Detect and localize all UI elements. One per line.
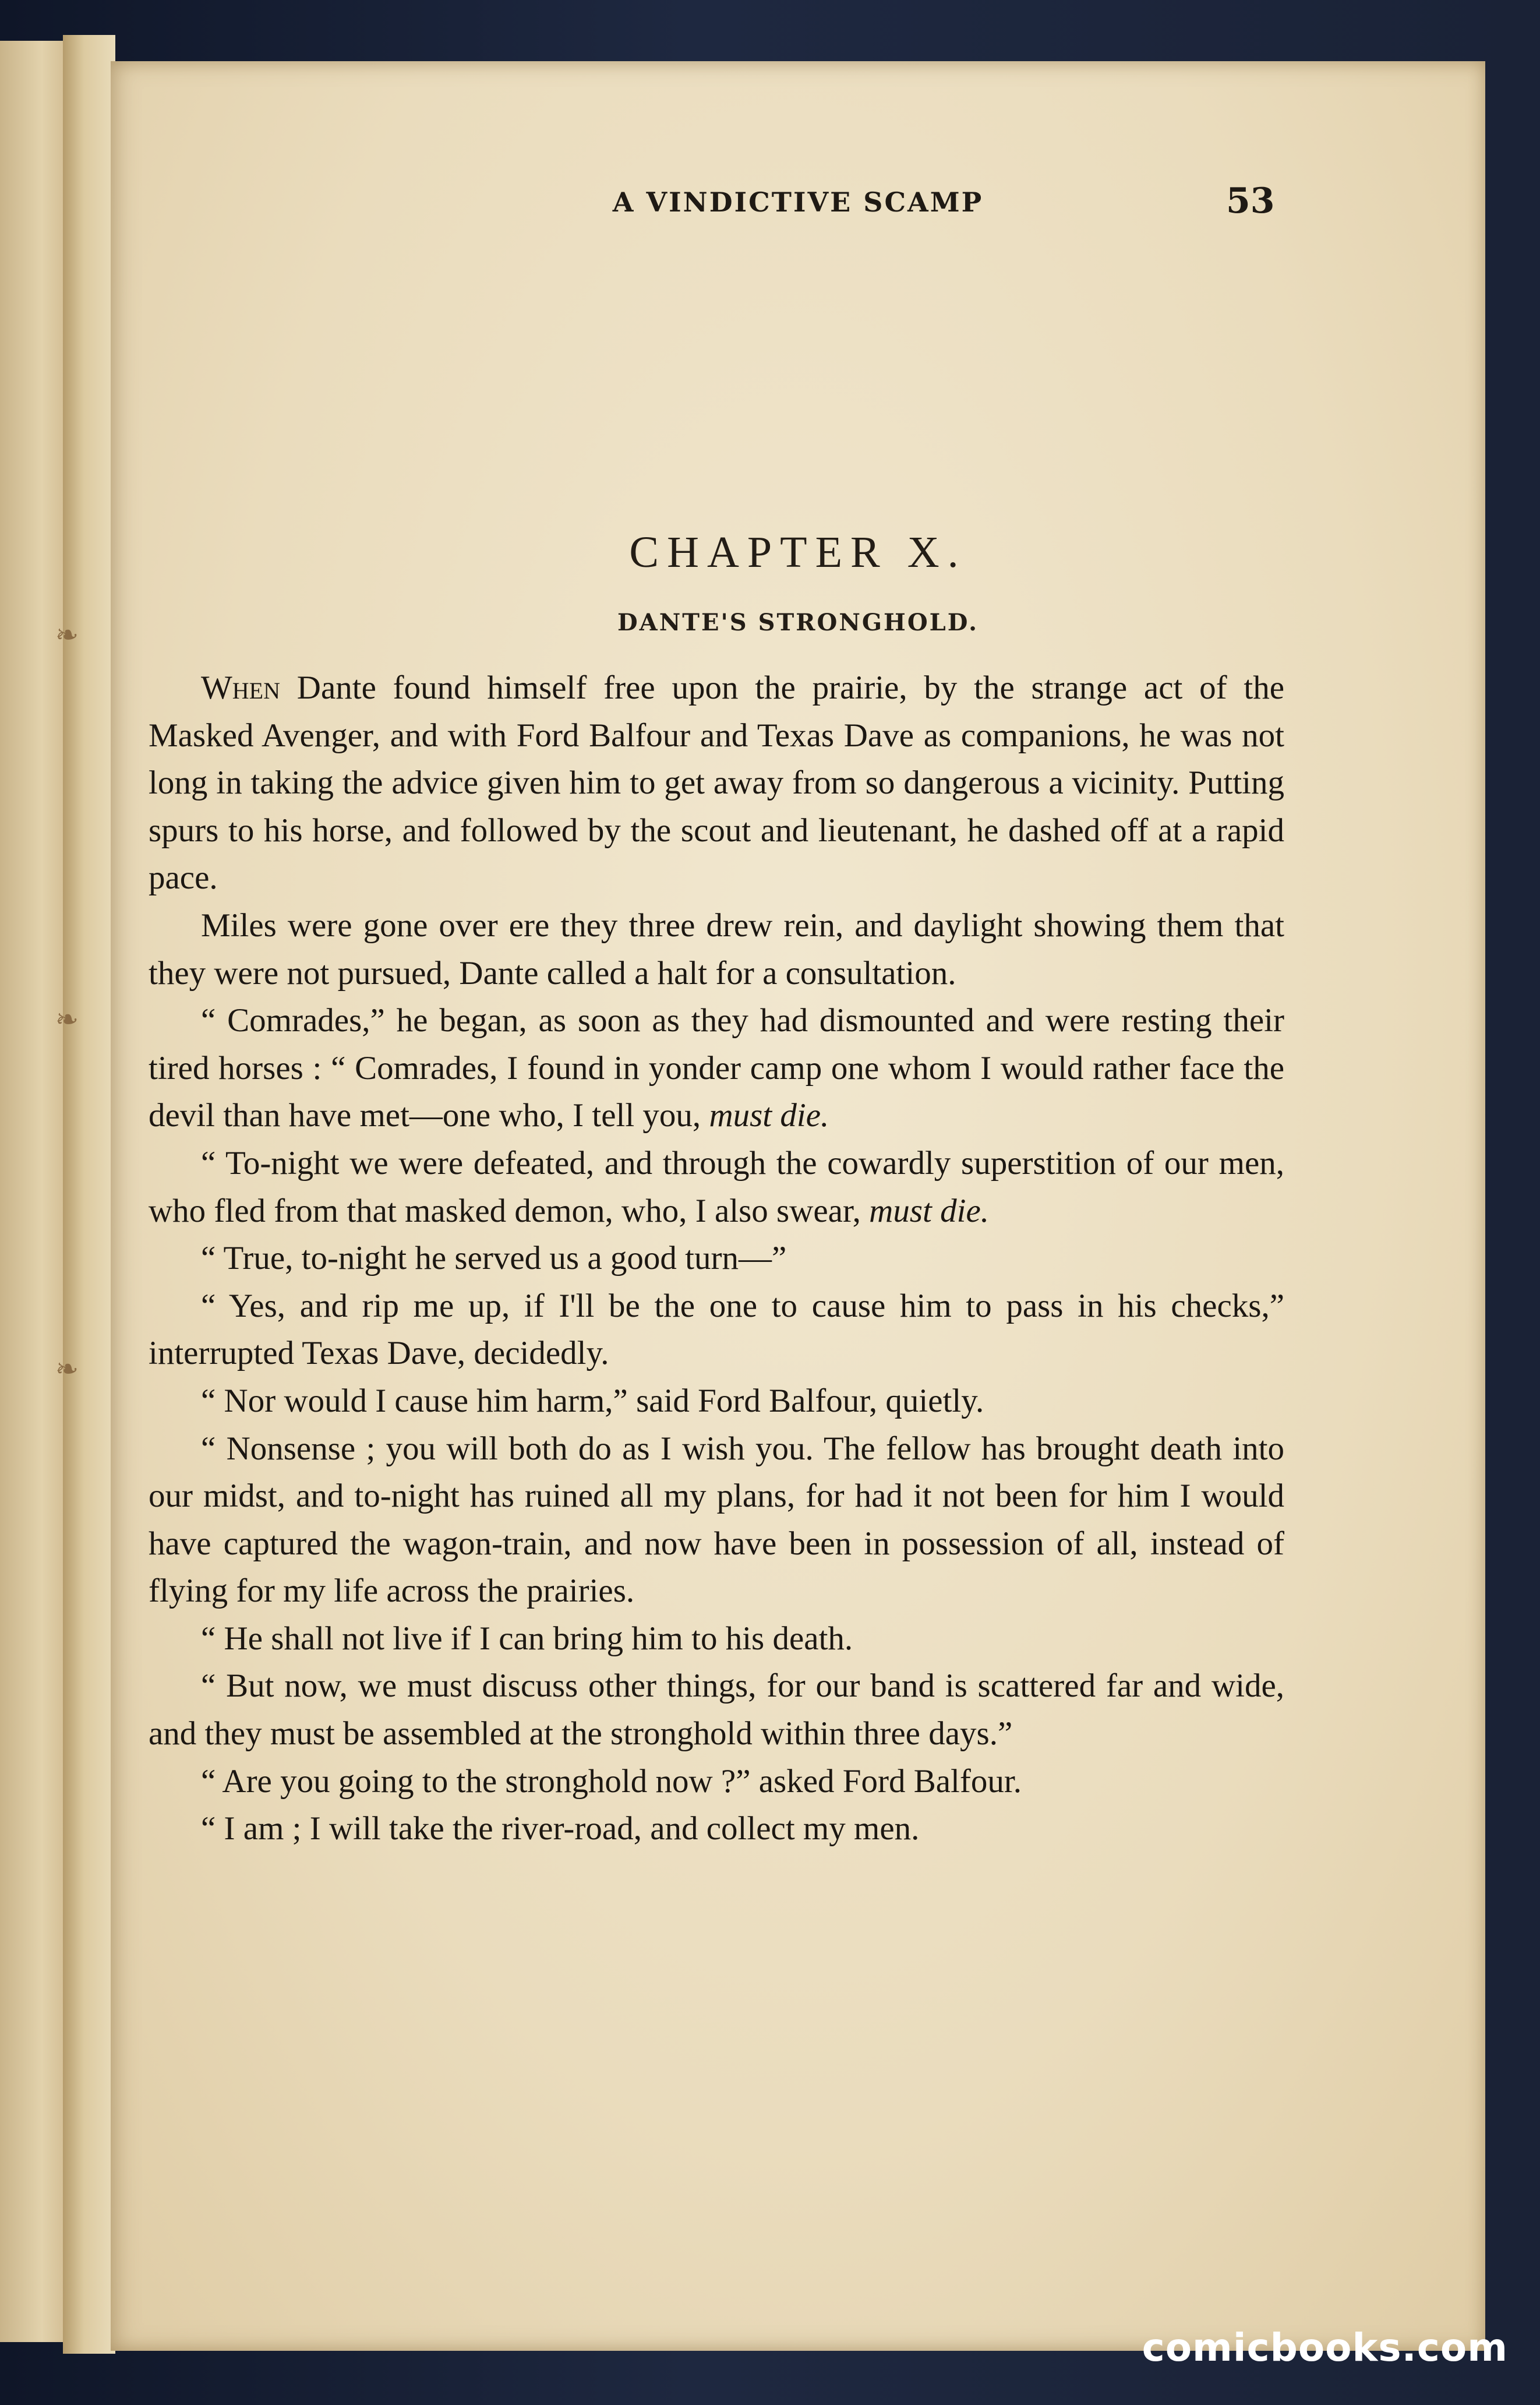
paragraph — [149, 1805, 1284, 1853]
paragraph-text: “ I am ; I will take the river-road, and collect my men. — [201, 1810, 920, 1847]
emphasis: must die. — [709, 1097, 829, 1134]
paragraph — [149, 1282, 1284, 1377]
binding-stitch-icon: ❧ — [55, 1003, 79, 1036]
paragraph — [149, 902, 1284, 997]
paragraph-text: “ Nor would I cause him harm,” said Ford Balfour, quietly. — [201, 1382, 984, 1419]
chapter-subtitle: DANTE'S STRONGHOLD. — [617, 609, 979, 636]
paragraph-text: “ To-night we were defeated, and through the cowardly superstition of our men, who fled from that masked demon, who, I also swear, — [149, 1144, 1284, 1229]
paragraph — [149, 1615, 1284, 1663]
paragraph-text: “ Are you going to the stronghold now ?” asked Ford Balfour. — [201, 1762, 1022, 1800]
spine-fold — [63, 35, 115, 2354]
paragraph — [149, 1425, 1284, 1615]
paragraph — [149, 664, 1284, 902]
paragraph-text: Miles were gone over ere they three drew rein, and daylight showing them that they were not pursued, Dante called a halt for a consultation. — [149, 907, 1284, 992]
drop-lead-word: When — [201, 669, 281, 706]
binding-stitch-icon: ❧ — [55, 1353, 79, 1385]
paragraph-text: Dante found himself free upon the prairie, by the strange act of the Masked Avenger, and with Ford Balfour and Texas Dave as companions, he was not long in taking the advice given him to get away from so dangerous a vicinity. Putting spurs to his horse, and followed by the scout and lieutenant, he dashed off at a rapid pace. — [149, 669, 1284, 897]
paragraph-text: “ Comrades,” he began, as soon as they had dismounted and were resting their tired horses : “ Comrades, I found in yonder camp one whom I would rather face the devil than have met—one who, I tell you, — [149, 1002, 1284, 1134]
paragraph — [149, 1662, 1284, 1757]
chapter-title: CHAPTER X. — [629, 528, 967, 577]
paragraph-text: “ Yes, and rip me up, if I'll be the one to cause him to pass in his checks,” interrupted Texas Dave, decidedly. — [149, 1287, 1284, 1372]
site-watermark: comicbooks.com — [1142, 2325, 1508, 2370]
paragraph — [149, 997, 1284, 1140]
running-title: A VINDICTIVE SCAMP — [612, 186, 984, 218]
paragraph — [149, 1140, 1284, 1235]
paragraph-text: “ But now, we must discuss other things, for our band is scattered far and wide, and they must be assembled at the stronghold within three days.” — [149, 1667, 1284, 1752]
chapter-body — [149, 664, 1284, 1853]
paragraph — [149, 1235, 1284, 1282]
book-page — [111, 61, 1485, 2351]
paragraph-text: “ True, to-night he served us a good turn—” — [201, 1240, 787, 1277]
binding-stitch-icon: ❧ — [55, 619, 79, 651]
paragraph — [149, 1758, 1284, 1805]
paragraph — [149, 1377, 1284, 1425]
page-number: 53 — [1226, 181, 1275, 221]
paragraph-text: “ Nonsense ; you will both do as I wish you. The fellow has brought death into our midst, and to-night has ruined all my plans, for had it not been for him I would have captured the wagon-train, and now have been in possession of all, instead of flying for my life across the prairies. — [149, 1430, 1284, 1610]
paragraph-text: “ He shall not live if I can bring him to his death. — [201, 1620, 853, 1657]
emphasis: must die. — [869, 1192, 989, 1229]
